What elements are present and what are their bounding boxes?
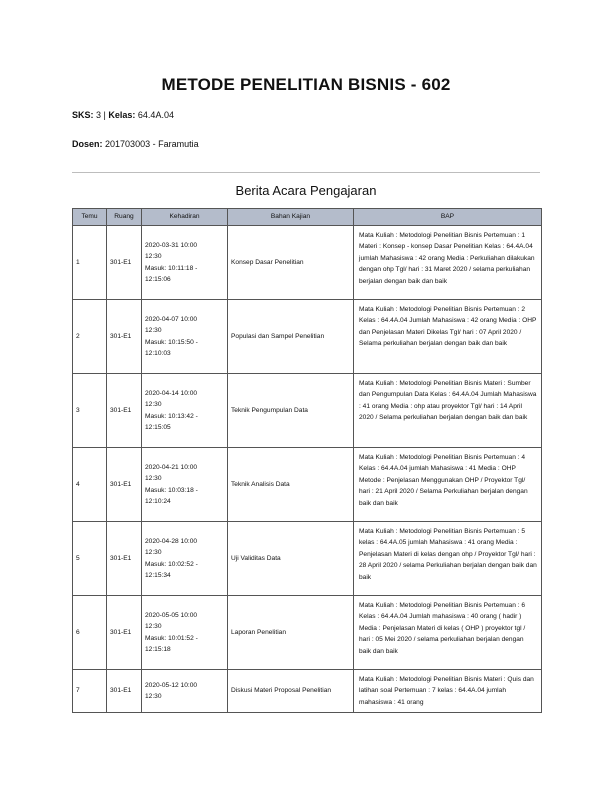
dosen-value: 201703003 - Faramutia bbox=[105, 139, 199, 149]
teaching-log-table bbox=[72, 208, 542, 713]
sks-value: 3 | bbox=[96, 110, 109, 120]
cell-ruang: 301-E1 bbox=[107, 448, 142, 522]
header-bap: BAP bbox=[354, 209, 542, 226]
cell-kehadiran bbox=[142, 226, 228, 300]
header-kehadiran: Kehadiran bbox=[142, 209, 228, 226]
cell-bap: Mata Kuliah : Metodologi Penelitian Bisnis Pertemuan : 2 Kelas : 64.4A.04 Jumlah Mahasiswa : 42 orang Media : OHP dan Penjelasan Materi Dikelas Tgl/ hari : 07 April 2020 / Selama perkuliahan berjalan dengan baik dan baik bbox=[354, 300, 542, 374]
cell-bahan-kajian: Uji Validitas Data bbox=[228, 522, 354, 596]
kehadiran-line: 12:30 bbox=[145, 693, 162, 701]
sks-label: SKS: bbox=[72, 110, 94, 120]
cell-bap: Mata Kuliah : Metodologi Penelitian Bisnis Pertemuan : 5 kelas : 64.4A.05 jumlah Mahasiswa : 41 orang Media : Penjelasan Materi di kelas dengan ohp / Proyektor Tgl/ hari : 28 April 2020 / selama Perkuliahan berjalan dengan baik dan baik bbox=[354, 522, 542, 596]
kehadiran-line: Masuk: 10:03:18 - bbox=[145, 486, 198, 494]
table-row bbox=[73, 670, 542, 713]
kehadiran-line: 12:15:34 bbox=[145, 571, 171, 579]
header-ruang: Ruang bbox=[107, 209, 142, 226]
cell-kehadiran bbox=[142, 448, 228, 522]
course-meta-line bbox=[72, 110, 174, 120]
kehadiran-line: 2020-05-05 10:00 bbox=[145, 611, 198, 619]
kehadiran-line: 12:30 bbox=[145, 253, 162, 261]
kehadiran-line: Masuk: 10:13:42 - bbox=[145, 412, 198, 420]
kehadiran-line: 2020-03-31 10:00 bbox=[145, 241, 198, 249]
kehadiran-line: Masuk: 10:01:52 - bbox=[145, 634, 198, 642]
cell-bap: Mata Kuliah : Metodologi Penelitian Bisnis Pertemuan : 1 Materi : Konsep - konsep Dasar Penelitian Kelas : 64.4A.04 jumlah Mahasiswa : 42 orang Media : Perkuliahan dilakukan dengan ohp Tgl/ hari : 31 Maret 2020 / selama perkuliahan berjalan dengan baik dan baik bbox=[354, 226, 542, 300]
kehadiran-line: 2020-04-28 10:00 bbox=[145, 537, 198, 545]
lecturer-line bbox=[72, 139, 199, 149]
header-temu: Temu bbox=[73, 209, 107, 226]
cell-ruang: 301-E1 bbox=[107, 670, 142, 713]
cell-bahan-kajian: Laporan Penelitian bbox=[228, 596, 354, 670]
kehadiran-line: 12:10:03 bbox=[145, 349, 171, 357]
kelas-label: Kelas: bbox=[108, 110, 136, 120]
kehadiran-line: 12:15:05 bbox=[145, 423, 171, 431]
kehadiran-line: 2020-04-07 10:00 bbox=[145, 315, 198, 323]
cell-bahan-kajian: Populasi dan Sampel Penelitian bbox=[228, 300, 354, 374]
cell-temu: 6 bbox=[73, 596, 107, 670]
table-row bbox=[73, 448, 542, 522]
kehadiran-line: 12:30 bbox=[145, 623, 162, 631]
table-row bbox=[73, 522, 542, 596]
cell-temu: 5 bbox=[73, 522, 107, 596]
cell-ruang: 301-E1 bbox=[107, 522, 142, 596]
kehadiran-line: Masuk: 10:02:52 - bbox=[145, 560, 198, 568]
cell-bap: Mata Kuliah : Metodologi Penelitian Bisnis Materi : Quis dan latihan soal Pertemuan : 7 kelas : 64.4A.04 jumlah mahasiswa : 41 orang bbox=[354, 670, 542, 713]
table-row bbox=[73, 300, 542, 374]
table-row bbox=[73, 374, 542, 448]
kehadiran-line: 2020-05-12 10:00 bbox=[145, 681, 198, 689]
cell-kehadiran bbox=[142, 300, 228, 374]
cell-bap: Mata Kuliah : Metodologi Penelitian Bisnis Pertemuan : 6 Kelas : 64.4A.04 Jumlah mahasiswa : 40 orang ( hadir ) Media : Penjelasan Materi di kelas ( OHP ) proyektor tgl / hari : 05 Mei 2020 / selama perkuliahan berjalan dengan baik dan baik bbox=[354, 596, 542, 670]
cell-kehadiran bbox=[142, 374, 228, 448]
table-header-row bbox=[73, 209, 542, 226]
cell-kehadiran bbox=[142, 670, 228, 713]
cell-bahan-kajian: Teknik Analisis Data bbox=[228, 448, 354, 522]
table-row bbox=[73, 226, 542, 300]
cell-ruang: 301-E1 bbox=[107, 300, 142, 374]
table-row bbox=[73, 596, 542, 670]
cell-bahan-kajian: Konsep Dasar Penelitian bbox=[228, 226, 354, 300]
cell-temu: 3 bbox=[73, 374, 107, 448]
cell-temu: 4 bbox=[73, 448, 107, 522]
kelas-value: 64.4A.04 bbox=[137, 110, 174, 120]
course-title: METODE PENELITIAN BISNIS - 602 bbox=[161, 75, 451, 94]
kehadiran-line: 12:15:06 bbox=[145, 275, 171, 283]
cell-ruang: 301-E1 bbox=[107, 374, 142, 448]
header-bahan-kajian: Bahan Kajian bbox=[228, 209, 354, 226]
cell-ruang: 301-E1 bbox=[107, 226, 142, 300]
cell-kehadiran bbox=[142, 522, 228, 596]
kehadiran-line: 12:30 bbox=[145, 549, 162, 557]
cell-temu: 1 bbox=[73, 226, 107, 300]
dosen-label: Dosen: bbox=[72, 139, 103, 149]
section-title: Berita Acara Pengajaran bbox=[235, 183, 377, 198]
cell-kehadiran bbox=[142, 596, 228, 670]
kehadiran-line: Masuk: 10:15:50 - bbox=[145, 338, 198, 346]
kehadiran-line: 2020-04-21 10:00 bbox=[145, 463, 198, 471]
cell-bap: Mata Kuliah : Metodologi Penelitian Bisnis Materi : Sumber dan Pengumpulan Data Kelas : 64.4A.04 Jumlah Mahasiswa : 41 orang Media : ohp atau proyektor Tgl/ hari : 14 April 2020 / Selama perkuliahan berjalan dengan baik dan baik bbox=[354, 374, 542, 448]
cell-bap: Mata Kuliah : Metodologi Penelitian Bisnis Pertemuan : 4 Kelas : 64.4A.04 jumlah Mahasiswa : 41 Media : OHP Metode : Penjelasan Menggunakan OHP / Proyektor Tgl/ hari : 21 April 2020 / Selama Perkuliahan berjalan dengan baik dan baik bbox=[354, 448, 542, 522]
kehadiran-line: 12:15:18 bbox=[145, 645, 171, 653]
cell-temu: 7 bbox=[73, 670, 107, 713]
kehadiran-line: Masuk: 10:11:18 - bbox=[145, 264, 198, 272]
kehadiran-line: 2020-04-14 10:00 bbox=[145, 389, 198, 397]
kehadiran-line: 12:30 bbox=[145, 401, 162, 409]
kehadiran-line: 12:10:24 bbox=[145, 497, 171, 505]
kehadiran-line: 12:30 bbox=[145, 327, 162, 335]
kehadiran-line: 12:30 bbox=[145, 475, 162, 483]
cell-ruang: 301-E1 bbox=[107, 596, 142, 670]
cell-bahan-kajian: Diskusi Materi Proposal Penelitian bbox=[228, 670, 354, 713]
cell-temu: 2 bbox=[73, 300, 107, 374]
divider bbox=[72, 172, 540, 173]
cell-bahan-kajian: Teknik Pengumpulan Data bbox=[228, 374, 354, 448]
